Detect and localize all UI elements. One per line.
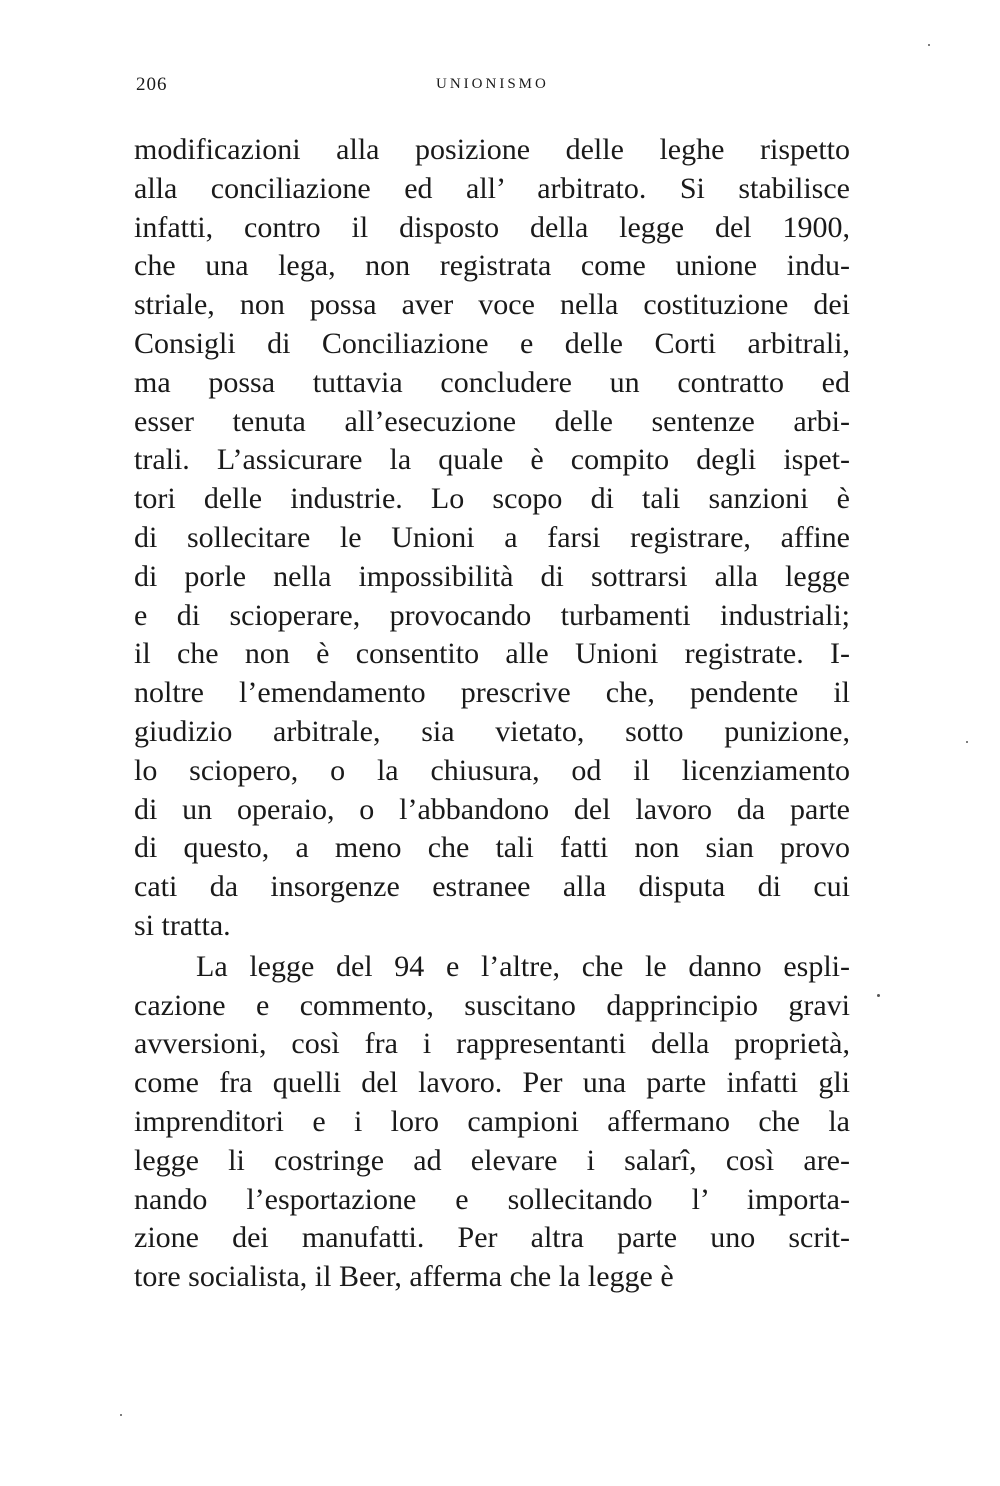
text-line: giudizio arbitrale, sia vietato, sotto punizione,	[134, 714, 850, 748]
running-title: UNIONISMO	[436, 76, 549, 92]
text-line: avversioni, così fra i rappresentanti della proprietà,	[134, 1027, 850, 1061]
text-line: ma possa tuttavia concludere un contratto ed	[134, 365, 850, 399]
paragraphs	[134, 131, 850, 1297]
text-line: imprenditori e i loro campioni affermano che la	[134, 1104, 850, 1138]
text-line: e di scioperare, provocando turbamenti industriali;	[134, 598, 850, 632]
page-number: 206	[136, 74, 168, 95]
text-line: tori delle industrie. Lo scopo di tali sanzioni è	[134, 482, 850, 516]
text-line: legge li costringe ad elevare i salarî, così are-	[134, 1143, 850, 1177]
text-line: modificazioni alla posizione delle leghe rispetto	[134, 133, 850, 166]
paragraph	[134, 948, 850, 1297]
text-line: lo sciopero, o la chiusura, od il licenziamento	[134, 753, 850, 787]
text-line: si tratta.	[134, 908, 231, 942]
print-speck	[120, 1414, 122, 1416]
text-line: di un operaio, o l’abbandono del lavoro da parte	[134, 792, 850, 826]
text-line: che una lega, non registrata come unione indu-	[134, 249, 850, 283]
print-speck	[877, 994, 880, 997]
text-line: cazione e commento, suscitano dapprincipio gravi	[134, 988, 850, 1022]
text-line: Consigli di Conciliazione e delle Corti arbitrali,	[134, 326, 850, 360]
paragraph	[134, 131, 850, 946]
text-line: di sollecitare le Unioni a farsi registrare, affine	[134, 520, 850, 554]
text-line: trali. L’assicurare la quale è compito degli ispet-	[134, 443, 850, 477]
text-line: striale, non possa aver voce nella costituzione dei	[134, 288, 850, 322]
text-line: di porle nella impossibilità di sottrarsi alla legge	[134, 559, 850, 593]
text-line: infatti, contro il disposto della legge del 1900,	[134, 210, 850, 244]
print-speck	[928, 44, 930, 46]
running-head	[136, 74, 848, 104]
text-line: come fra quelli del lavoro. Per una parte infatti gli	[134, 1066, 850, 1100]
text-line: La legge del 94 e l’altre, che le danno espli-	[196, 949, 850, 983]
text-line: nando l’esportazione e sollecitando l’ importa-	[134, 1182, 850, 1216]
text-line: cati da insorgenze estranee alla disputa di cui	[134, 870, 850, 904]
text-line: noltre l’emendamento prescrive che, pendente il	[134, 676, 850, 710]
text-line: zione dei manufatti. Per altra parte uno scrit-	[134, 1221, 850, 1255]
text-line: tore socialista, il Beer, afferma che la legge è	[134, 1260, 674, 1294]
text-line: di questo, a meno che tali fatti non sian provo	[134, 831, 850, 865]
text-line: esser tenuta all’esecuzione delle sentenze arbi-	[134, 404, 850, 438]
body-text	[134, 131, 850, 1297]
text-line: alla conciliazione ed all’ arbitrato. Si stabilisce	[134, 171, 850, 205]
text-line: il che non è consentito alle Unioni registrate. I-	[134, 637, 850, 671]
print-speck	[966, 741, 968, 743]
